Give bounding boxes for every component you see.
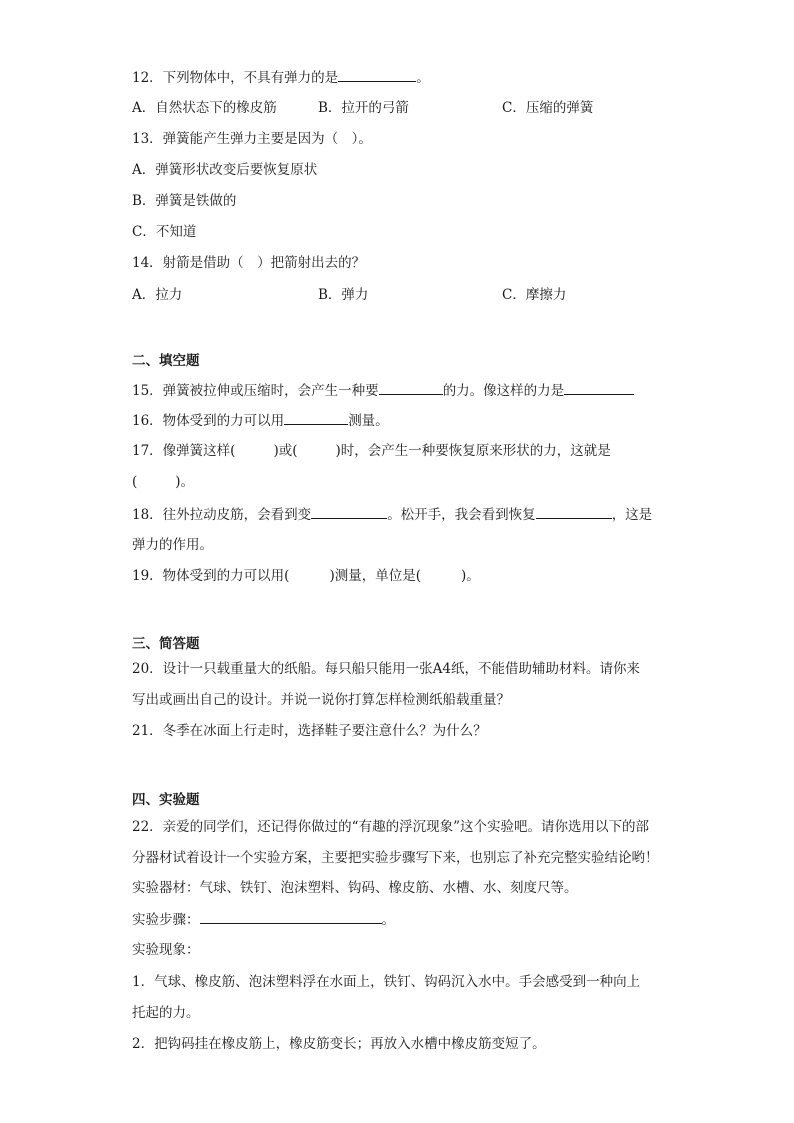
question-14-text: 14．射箭是借助（ ）把箭射出去的？: [132, 255, 366, 271]
option-a[interactable]: A．自然状态下的橡皮筋: [132, 100, 277, 116]
question-21-text: 21．冬季在冰面上行走时，选择鞋子要注意什么？为什么？: [132, 723, 487, 739]
question-12: 12．下列物体中，不具有弹力的是 。: [132, 67, 430, 88]
section-title-experiment: 四、实验题: [132, 792, 200, 808]
phenomenon-1-line2: 托起的力。: [132, 1005, 200, 1021]
steps-line: 实验步骤： 。: [132, 909, 395, 930]
option-c[interactable]: C．不知道: [132, 224, 197, 240]
option-c[interactable]: C．摩擦力: [502, 287, 567, 303]
option-b[interactable]: B．拉开的弓箭: [318, 100, 409, 116]
answer-blank[interactable]: [338, 67, 416, 82]
question-19: 19．物体受到的力可以用( )测量，单位是( )。: [132, 568, 480, 584]
option-a[interactable]: A．弹簧形状改变后要恢复原状: [132, 162, 318, 178]
question-13-text: 13．弹簧能产生弹力主要是因为（ ）。: [132, 131, 372, 147]
answer-blank[interactable]: [311, 504, 387, 519]
answer-blank[interactable]: [536, 504, 612, 519]
question-15: 15．弹簧被拉伸或压缩时，会产生一种要 的力。像这样的力是: [132, 380, 634, 401]
phenomena-label: 实验现象：: [132, 942, 200, 958]
section-title-fill-in: 二、填空题: [132, 353, 200, 369]
question-20-line2: 写出或画出自己的设计。并说一说你打算怎样检测纸船载重量？: [132, 692, 510, 708]
phenomenon-2: 2．把钩码挂在橡皮筋上，橡皮筋变长；再放入水槽中橡皮筋变短了。: [132, 1036, 546, 1052]
section-title-short-answer: 三、简答题: [132, 636, 200, 652]
option-b[interactable]: B．弹力: [318, 287, 369, 303]
question-22-line2: 分器材试着设计一个实验方案，主要把实验步骤写下来，也别忘了补充完整实验结论哟！: [132, 850, 659, 866]
question-17: 17．像弹簧这样( )或( )时，会产生一种要恢复原来形状的力，这就是: [132, 443, 611, 459]
question-22-line1: 22．亲爱的同学们，还记得你做过的“有趣的浮沉现象”这个实验吧。请你选用以下的部: [132, 819, 649, 835]
option-b[interactable]: B．弹簧是铁做的: [132, 193, 237, 209]
question-18: 18．往外拉动皮筋，会看到变 。松开手，我会看到恢复 ，这是: [132, 504, 652, 525]
answer-blank[interactable]: [379, 380, 443, 395]
question-18-cont: 弹力的作用。: [132, 537, 213, 553]
option-c[interactable]: C．压缩的弹簧: [502, 100, 594, 116]
materials-text: 实验器材：气球、铁钉、泡沫塑料、钩码、橡皮筋、水槽、水、刻度尺等。: [132, 880, 578, 896]
question-20-line1: 20．设计一只载重量大的纸船。每只船只能用一张A4纸，不能借助辅助材料。请你来: [132, 661, 641, 677]
option-a[interactable]: A．拉力: [132, 287, 183, 303]
answer-blank[interactable]: [284, 410, 348, 425]
question-12-text: 12．下列物体中，不具有弹力的是: [132, 70, 339, 86]
answer-blank[interactable]: [564, 380, 634, 395]
phenomenon-1-line1: 1．气球、橡皮筋、泡沫塑料浮在水面上，铁钉、钩码沉入水中。手会感受到一种向上: [132, 974, 641, 990]
steps-answer-blank[interactable]: [200, 909, 382, 924]
question-16: 16．物体受到的力可以用 测量。: [132, 410, 389, 431]
question-17-cont: ( )。: [132, 474, 195, 490]
